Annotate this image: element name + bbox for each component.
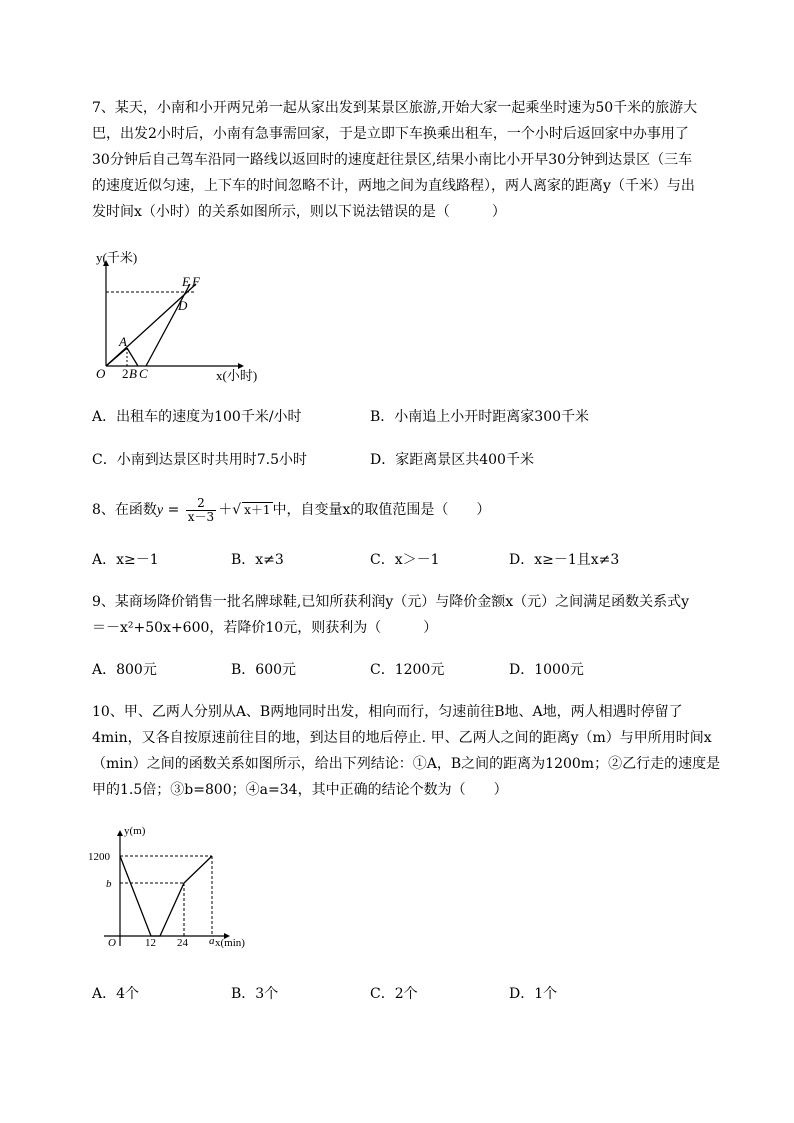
q7-label-2: 2 (122, 366, 129, 381)
q7-label-d: D (178, 298, 188, 313)
q8-denominator: x－3 (187, 509, 215, 524)
q8-suffix: 中，自变量x的取值范围是（ ） (272, 502, 491, 518)
q10-option-b: B．3个 (231, 986, 279, 1002)
q9-line-1: 9、某商场降价销售一批名牌球鞋,已知所获利润y（元）与降价金额x（元）之间满足函数关系式y (92, 594, 690, 610)
q7-x-label: x(小时) (216, 368, 258, 383)
q8-option-d: D．x≥－1且x≠3 (509, 552, 620, 568)
q10-line-3: （min）之间的函数关系如图所示，给出下列结论：①A，B之间的距离为1200m；②乙行走的速度是 (92, 756, 721, 772)
q7-line-ab (127, 348, 138, 366)
q8-radical-sign: √ (232, 502, 242, 518)
q10-tick-24: 24 (177, 937, 188, 949)
q10-tick-a: a (209, 935, 215, 947)
q7-option-a: A．出租车的速度为100千米/小时 (92, 409, 302, 425)
q10-x-label: x(min) (215, 937, 245, 949)
q7-label-b: B (129, 366, 137, 381)
q8-option-c: C．x＞－1 (370, 552, 440, 568)
q10-option-c: C．2个 (370, 986, 418, 1002)
q9-option-a: A．800元 (92, 662, 157, 678)
q9-option-c: C．1200元 (370, 662, 445, 678)
q7-option-d: D．家距离景区共400千米 (370, 452, 534, 468)
q8-option-b: B．x≠3 (231, 552, 284, 568)
q7-label-e: E (182, 274, 190, 289)
q7-option-c: C．小南到达景区时共用时7.5小时 (92, 452, 307, 468)
q9-option-b: B．600元 (231, 662, 297, 678)
q7-label-o: O (96, 366, 106, 381)
q7-line-2: 巴，出发2小时后，小南有急事需回家，于是立即下车换乘出租车，一个小时后返回家中办事用了 (92, 126, 689, 142)
q10-graph (88, 822, 258, 952)
q7-label-a: A (119, 334, 127, 349)
q10-y-arrow (117, 830, 123, 836)
q7-option-b: B．小南追上小开时距离家300千米 (370, 409, 590, 425)
q10-tick-b: b (106, 878, 112, 890)
q7-label-f: F (192, 274, 200, 289)
q9-line-2: ＝－x²+50x+600，若降价10元，则获利为（ ） (92, 620, 438, 636)
q10-option-a: A．4个 (92, 986, 140, 1002)
q10-line-4: 甲的1.5倍；③b=800；④a=34，其中正确的结论个数为（ ） (92, 782, 508, 798)
q7-line-4: 的速度近似匀速，上下车的时间忽略不计，两地之间为直线路程），两人离家的距离y（千米）与出 (92, 178, 695, 194)
q7-line-5: 发时间x（小时）的关系如图所示，则以下说法错误的是（ ） (92, 204, 506, 220)
q8-numerator: 2 (186, 497, 216, 511)
q7-line-oa (106, 348, 127, 366)
q7-line-1: 7、某天，小南和小开两兄弟一起从家出发到某景区旅游,开始大家一起乘坐时速为50千米的旅游大 (92, 100, 698, 116)
q10-line-1: 10、甲、乙两人分别从A、B两地同时出发，相向而行，匀速前往B地、A地，两人相遇时停留了 (92, 704, 683, 720)
q8-var: y (156, 503, 164, 518)
q10-tick-1200: 1200 (88, 851, 110, 863)
q10-tick-12: 12 (145, 937, 156, 949)
q8-plus: ＋ (218, 502, 233, 518)
q8-radicand: x＋1 (244, 503, 271, 517)
q7-label-c: C (139, 366, 148, 381)
q8-fraction (186, 497, 216, 524)
q7-graph (88, 240, 278, 390)
q8-option-a: A．x≥－1 (92, 552, 159, 568)
q10-y-label: y(m) (124, 825, 146, 837)
q7-line-cf (146, 284, 190, 366)
q10-line-2: 4min，又各自按原速前往目的地，到达目的地后停止. 甲、乙两人之间的距离y（m）与甲所用时间x (92, 730, 712, 746)
q8-eq: = (163, 502, 184, 518)
q8-prefix: 8、在函数 (92, 502, 157, 518)
q10-tick-o: O (108, 937, 116, 949)
q7-y-label: y(千米) (96, 250, 138, 265)
q9-option-d: D．1000元 (509, 662, 584, 678)
q7-line-3: 30分钟后自己驾车沿同一路线以返回时的速度赶往景区,结果小南比小开早30分钟到达景区（三车 (92, 152, 693, 168)
q10-option-d: D．1个 (509, 986, 558, 1002)
q10-distance-line (120, 856, 212, 936)
q8-stem (92, 496, 490, 525)
